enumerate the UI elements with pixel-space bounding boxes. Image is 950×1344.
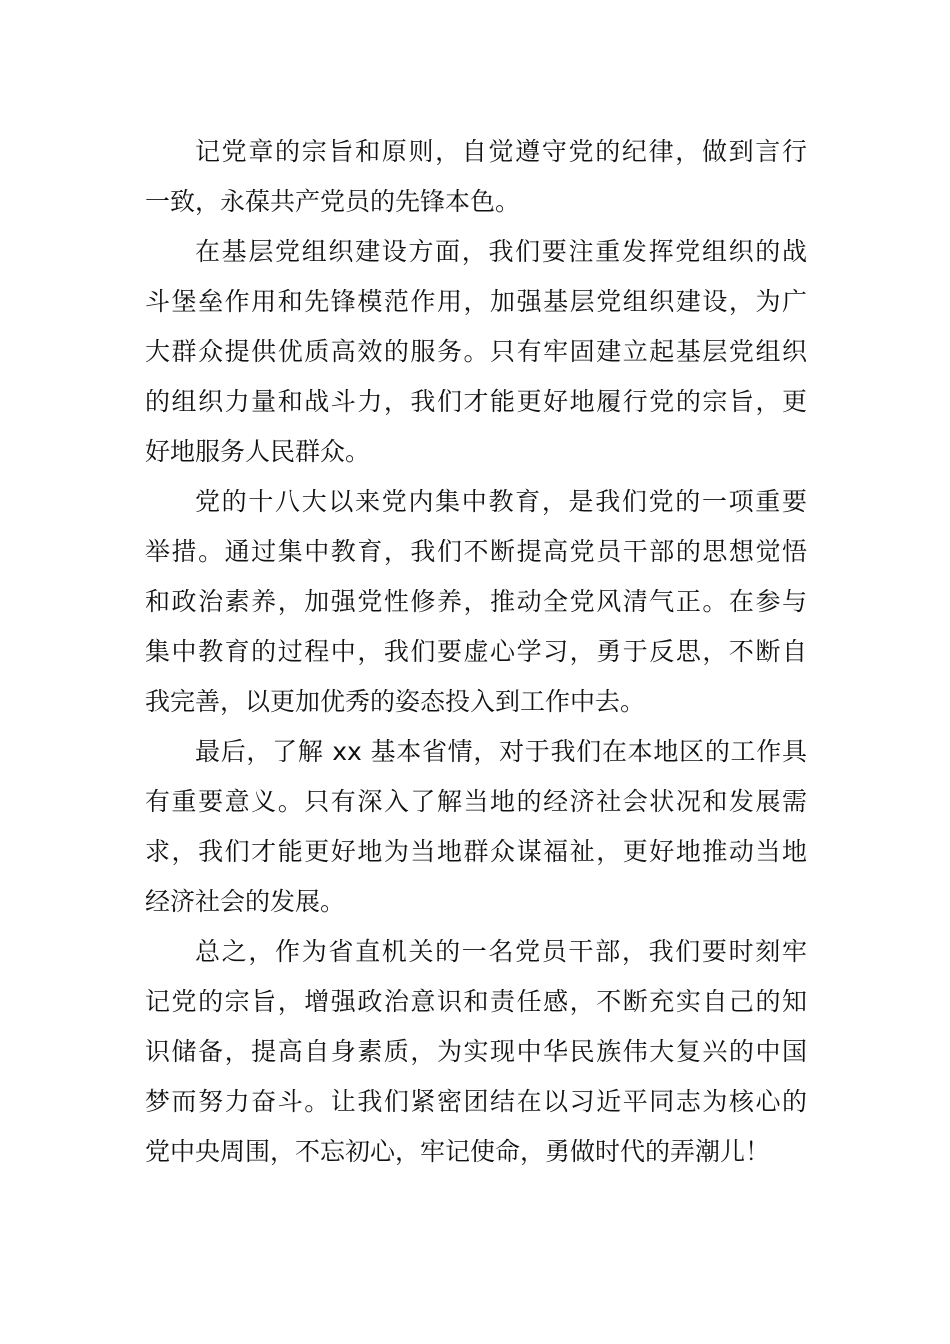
paragraph-line: 在基层党组织建设方面，我们要注重发挥党组织的战 bbox=[195, 237, 807, 266]
paragraph-line: 记党章的宗旨和原则，自觉遵守党的纪律，做到言行 bbox=[195, 137, 807, 166]
document-body bbox=[145, 127, 807, 1177]
paragraph-line: 党的十八大以来党内集中教育，是我们党的一项重要 bbox=[195, 487, 807, 516]
paragraph-line: 梦而努力奋斗。让我们紧密团结在以习近平同志为核心的 bbox=[145, 1087, 807, 1116]
paragraph-line: 我完善，以更加优秀的姿态投入到工作中去。 bbox=[145, 687, 646, 716]
paragraph-line: 总之，作为省直机关的一名党员干部，我们要时刻牢 bbox=[195, 937, 807, 966]
paragraph-line: 经济社会的发展。 bbox=[145, 887, 346, 916]
paragraph-2 bbox=[145, 227, 807, 477]
paragraph-line: 识储备，提高自身素质，为实现中华民族伟大复兴的中国 bbox=[145, 1037, 807, 1066]
paragraph-1 bbox=[145, 127, 807, 227]
paragraph-line: 举措。通过集中教育，我们不断提高党员干部的思想觉悟 bbox=[145, 537, 807, 566]
paragraph-line: 斗堡垒作用和先锋模范作用，加强基层党组织建设，为广 bbox=[145, 287, 807, 316]
paragraph-line: 有重要意义。只有深入了解当地的经济社会状况和发展需 bbox=[145, 787, 807, 816]
paragraph-line: 集中教育的过程中，我们要虚心学习，勇于反思，不断自 bbox=[145, 637, 807, 666]
paragraph-5 bbox=[145, 927, 807, 1177]
paragraph-4 bbox=[145, 727, 807, 927]
paragraph-3 bbox=[145, 477, 807, 727]
paragraph-line: 一致，永葆共产党员的先锋本色。 bbox=[145, 187, 521, 216]
paragraph-line: 好地服务人民群众。 bbox=[145, 437, 371, 466]
paragraph-line: 的组织力量和战斗力，我们才能更好地履行党的宗旨，更 bbox=[145, 387, 807, 416]
paragraph-line: 记党的宗旨，增强政治意识和责任感，不断充实自己的知 bbox=[145, 987, 807, 1016]
paragraph-line: 求，我们才能更好地为当地群众谋福祉，更好地推动当地 bbox=[145, 837, 807, 866]
paragraph-line: 党中央周围，不忘初心，牢记使命，勇做时代的弄潮儿！ bbox=[145, 1137, 771, 1166]
paragraph-line: 大群众提供优质高效的服务。只有牢固建立起基层党组织 bbox=[145, 337, 807, 366]
paragraph-line: 和政治素养，加强党性修养，推动全党风清气正。在参与 bbox=[145, 587, 807, 616]
paragraph-line: 最后，了解 xx 基本省情，对于我们在本地区的工作具 bbox=[195, 737, 807, 766]
